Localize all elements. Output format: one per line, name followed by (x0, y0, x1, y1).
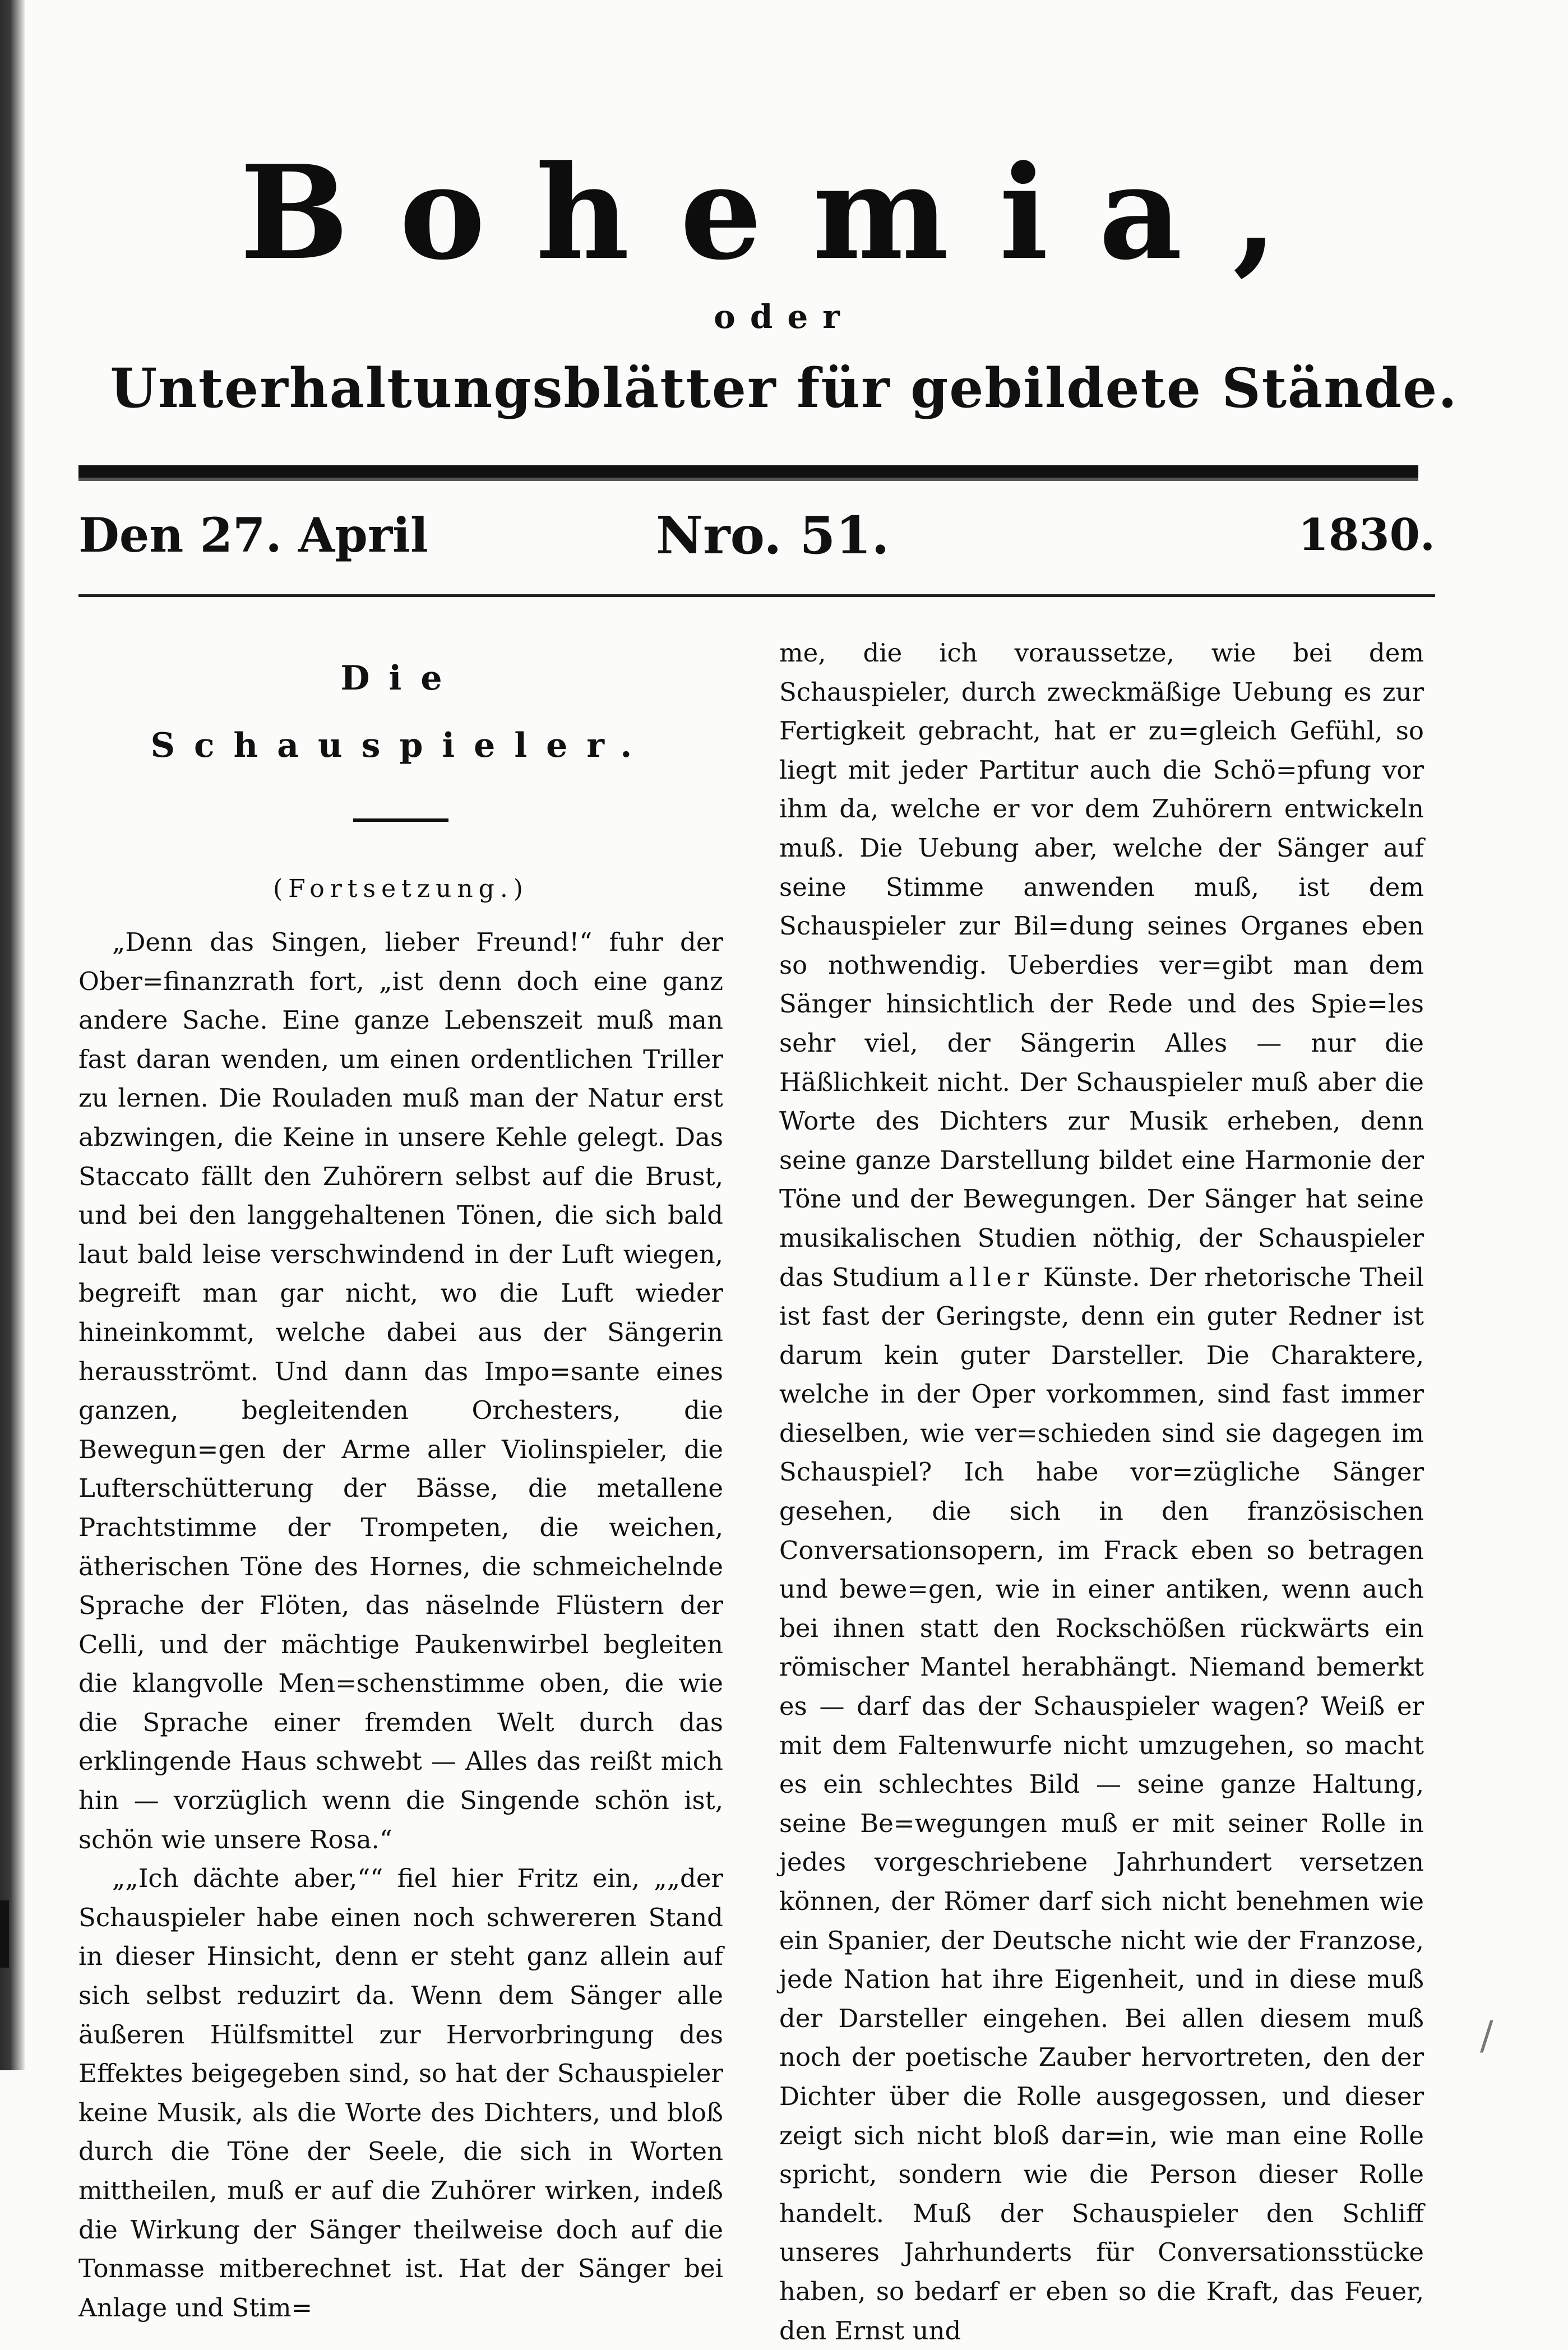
issue-year: 1830. (1298, 510, 1435, 561)
masthead-subtitle: Unterhaltungsblätter für gebildete Stände. (110, 357, 1458, 420)
corner-mark: ∕ (1480, 2013, 1493, 2058)
paragraph-text: Künste. Der rhetorische Theil ist fast der Geringste, denn ein guter Redner ist darum kein guter Darsteller. Die Charaktere, welche in der Oper vorkommen, sind fast immer dieselben, wie ver=schieden sind sie dagegen im Schauspiel? Ich habe vor=zügliche Sänger gesehen, die sich in den französischen Conversationsopern, im Frack eben so betragen und bewe=gen, wie in einer antiken, wenn auch bei ihnen statt den Rockschößen rückwärts ein römischer Mantel herabhängt. Niemand bemerkt es — darf das der Schauspieler wagen? Weiß er mit dem Faltenwurfe nicht umzugehen, so macht es ein schlechtes Bild — seine ganze Haltung, seine Be=wegungen muß er mit seiner Rolle in jedes vorgeschriebene Jahrhundert versetzen können, der Römer darf sich nicht benehmen wie ein Spanier, der Deutsche nicht wie der Franzose, jede Nation hat ihre Eigenheit, und in diese muß der Darsteller eingehen. Bei allen diesem muß noch der poetische Zauber hervortreten, den der Dichter über die Rolle ausgegossen, und dieser zeigt sich nicht bloß dar=in, wie man eine Rolle spricht, sondern wie die Person dieser Rolle handelt. Muß der Schauspieler den Schliff unseres Jahrhunderts für Conversationsstücke haben, so bedarf er eben so die Kraft, das Feuer, den Ernst und (779, 1262, 1424, 2346)
masthead-rule (78, 465, 1418, 481)
binding-mark (0, 1900, 9, 1968)
masthead-title: Bohemia, (239, 137, 1329, 289)
issue-rule (78, 594, 1435, 597)
article-continuation: (Fortsetzung.) (273, 875, 529, 903)
paragraph: „„Ich dächte aber,““ fiel hier Fritz ein, „„der Schauspieler habe einen noch schwereren Stand in dieser Hinsicht, denn er steht ganz allein auf sich selbst reduzirt da. Wenn dem Sänger alle äußeren Hülfsmittel zur Hervorbringung des Effektes beigegeben sind, so hat der Schauspieler keine Musik, als die Worte des Dichters, und bloß durch die Töne der Seele, die sich in Worten mittheilen, muß er auf die Zuhörer wirken, indeß die Wirkung der Sänger theilweise doch auf die Tonmasse mitberechnet ist. Hat der Sänger bei Anlage und Stim= (78, 1863, 723, 2323)
title-rule (353, 818, 448, 822)
right-column (779, 633, 1424, 2350)
paragraph-text: me, die ich voraussetze, wie bei dem Schauspieler, durch zweckmäßige Uebung es zur Fertigkeit gebracht, hat er zu=gleich Gefühl, so liegt mit jeder Partitur auch die Schö=pfung vor ihm da, welche er vor dem Zuhörern entwickeln muß. Die Uebung aber, welche der Sänger auf seine Stimme anwenden muß, ist dem Schauspieler zur Bil=dung seines Organes eben so nothwendig. Ueberdies ver=gibt man dem Sänger hinsichtlich der Rede und des Spie=les sehr viel, der Sängerin Alles — nur die Häßlichkeit nicht. Der Schauspieler muß aber die Worte des Dichters zur Musik erheben, denn seine ganze Darstellung bildet eine Harmonie der Töne und der Bewegungen. Der Sänger hat seine musikalischen Studien nöthig, der Schauspieler das Studium (779, 638, 1424, 1292)
article-title: Die Schauspieler. (150, 659, 651, 765)
issue-date: Den 27. April (78, 507, 428, 563)
issue-number: Nro. 51. (656, 505, 890, 566)
masthead-oder: oder (714, 298, 854, 336)
emphasized-word: aller (948, 1262, 1035, 1292)
paragraph (779, 633, 1424, 2350)
paragraph: „Denn das Singen, lieber Freund!“ fuhr der Ober=finanzrath fort, „ist denn doch eine ganz andere Sache. Eine ganze Lebenszeit muß man fast daran wenden, um einen ordentlichen Triller zu lernen. Die Rouladen muß man der Natur erst abzwingen, die Keine in unsere Kehle gelegt. Das Staccato fällt den Zuhörern selbst auf die Brust, und bei den langgehaltenen Tönen, die sich bald laut bald leise verschwindend in der Luft wiegen, begreift man gar nicht, wo die Luft wieder hineinkommt, welche dabei aus der Sängerin herausströmt. Und dann das Impo=sante eines ganzen, begleitenden Orchesters, die Bewegun=gen der Arme aller Violinspieler, die Lufterschütterung der Bässe, die metallene Prachtstimme der Trompeten, die weichen, ätherischen Töne des Hornes, die schmeichelnde Sprache der Flöten, das näselnde Flüstern der Celli, und der mächtige Paukenwirbel begleiten die klangvolle Men=schenstimme oben, die wie die Sprache einer fremden Welt durch das erklingende Haus schwebt — Alles das reißt mich hin — vorzüglich wenn die Singende schön ist, schön wie unsere Rosa.“ (78, 927, 723, 1854)
left-column (78, 633, 723, 2327)
issue-line (78, 505, 1435, 566)
